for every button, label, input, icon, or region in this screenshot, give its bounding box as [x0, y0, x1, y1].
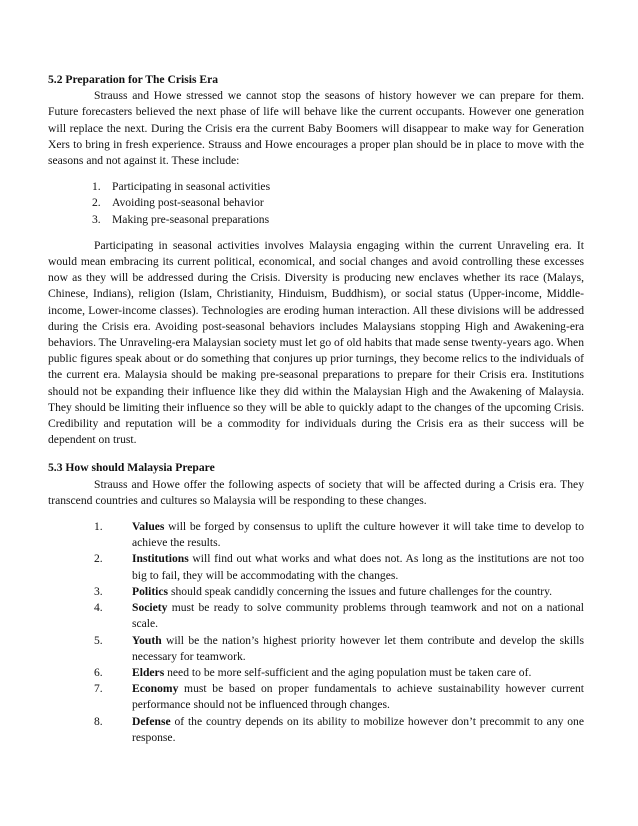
list-item-number: 2. — [92, 196, 101, 210]
aspect-term: Economy — [132, 682, 179, 696]
society-aspects-list — [48, 519, 584, 746]
aspect-text — [132, 519, 584, 551]
aspect-number: 5. — [94, 633, 103, 647]
section-5-2-body: Participating in seasonal activities involves Malaysia engaging within the current Unraveling era. It would mean embracing its current political, economical, and social changes and avoid controlling these excesses now as they will be addressed during the Crisis. Diversity is producing new enclaves whether its race (Malays, Chinese, Indians), religion (Islam, Christianity, Hinduism, Buddhism), or social status (Upper-income, Middle-income, Lower-income classes). Technologies are eroding human interaction. All these divisions will be addressed during the Crisis era. Avoiding post-seasonal behaviors includes Malaysians stopping High and Awakening-era behaviors. The Unraveling-era Malaysian society must let go of old habits that made sense twenty-years ago. When public figures speak about or do something that conjures up prior turnings, they become relics to the individuals of the current era. Malaysia should be making pre-seasonal preparations to prepare for their Crisis era. Institutions should not be expanding their influence like they did within the Malaysian High and the Awakening of Malaysia. They should be limiting their influence so they will be able to quickly adapt to the changes of the upcoming Crisis. Credibility and reputation will be a commodity for individuals during the Crisis era as their success will be dependent on trust. — [48, 238, 584, 447]
aspect-text — [132, 584, 584, 600]
aspect-term: Youth — [132, 633, 162, 647]
aspect-number: 8. — [94, 714, 103, 728]
aspect-item — [48, 633, 584, 665]
aspect-text — [132, 665, 584, 681]
list-item-text: Making pre-seasonal preparations — [112, 212, 270, 226]
aspect-number: 2. — [94, 552, 103, 566]
aspect-number: 7. — [94, 682, 103, 696]
aspect-text — [132, 633, 584, 665]
section-5-3-intro: Strauss and Howe offer the following aspects of society that will be affected during a Crisis era. They transcend countries and cultures so Malaysia will be responding to these changes. — [48, 477, 584, 507]
list-item — [48, 212, 584, 228]
aspect-text — [132, 681, 584, 713]
section-5-3-heading: 5.3 How should Malaysia Prepare — [48, 461, 215, 475]
aspect-number: 1. — [94, 520, 103, 534]
section-5-2-intro: Strauss and Howe stressed we cannot stop the seasons of history however we can prepare for them. Future forecasters believed the next phase of life will behave like the current occupants. However one generation will replace the next. During the Crisis era the current Baby Boomers will disappear to make way for Generation Xers to bring in fresh experience. Strauss and Howe encourages a proper plan should be in place to move with the seasons and not against it. These include: — [48, 89, 584, 168]
aspect-item — [48, 584, 584, 600]
aspect-text — [132, 714, 584, 746]
section-divider-space — [48, 448, 584, 460]
aspect-item — [48, 665, 584, 681]
aspect-term: Society — [132, 601, 168, 615]
aspect-number: 4. — [94, 601, 103, 615]
aspect-description: will be the nation’s highest priority however let them contribute and develop the skills necessary for teamwork. — [132, 633, 584, 663]
aspect-item — [48, 551, 584, 583]
aspect-term: Institutions — [132, 552, 189, 566]
aspect-description: must be based on proper fundamentals to achieve sustainability however current performance should not be influenced through changes. — [132, 682, 584, 712]
seasonal-actions-list — [48, 179, 584, 228]
aspect-item — [48, 714, 584, 746]
aspect-description: need to be more self-sufficient and the aging population must be taken care of. — [164, 665, 532, 679]
list-item — [48, 179, 584, 195]
aspect-term: Politics — [132, 584, 169, 598]
aspect-description: should speak candidly concerning the issues and future challenges for the country. — [168, 584, 553, 598]
aspect-number: 6. — [94, 665, 103, 679]
aspect-item — [48, 600, 584, 632]
aspect-term: Defense — [132, 714, 171, 728]
list-item-number: 1. — [92, 180, 101, 194]
aspect-item — [48, 681, 584, 713]
aspect-number: 3. — [94, 584, 103, 598]
list-item — [48, 195, 584, 211]
aspect-description: will find out what works and what does not. As long as the institutions are not too big to fail, they will be accommodating with the changes. — [132, 552, 584, 582]
list-item-number: 3. — [92, 212, 101, 226]
aspect-description: will be forged by consensus to uplift the culture however it will take time to develop to achieve the results. — [132, 520, 584, 550]
list-item-text: Participating in seasonal activities — [112, 180, 271, 194]
aspect-text — [132, 551, 584, 583]
aspect-term: Elders — [132, 665, 165, 679]
aspect-description: must be ready to solve community problems through teamwork and not on a national scale. — [132, 601, 584, 631]
list-item-text: Avoiding post-seasonal behavior — [112, 196, 264, 210]
aspect-item — [48, 519, 584, 551]
aspect-text — [132, 600, 584, 632]
aspect-description: of the country depends on its ability to mobilize however don’t precommit to any one response. — [132, 714, 584, 744]
section-5-2-heading: 5.2 Preparation for The Crisis Era — [48, 73, 219, 86]
aspect-term: Values — [132, 520, 165, 534]
document-page — [48, 72, 584, 746]
